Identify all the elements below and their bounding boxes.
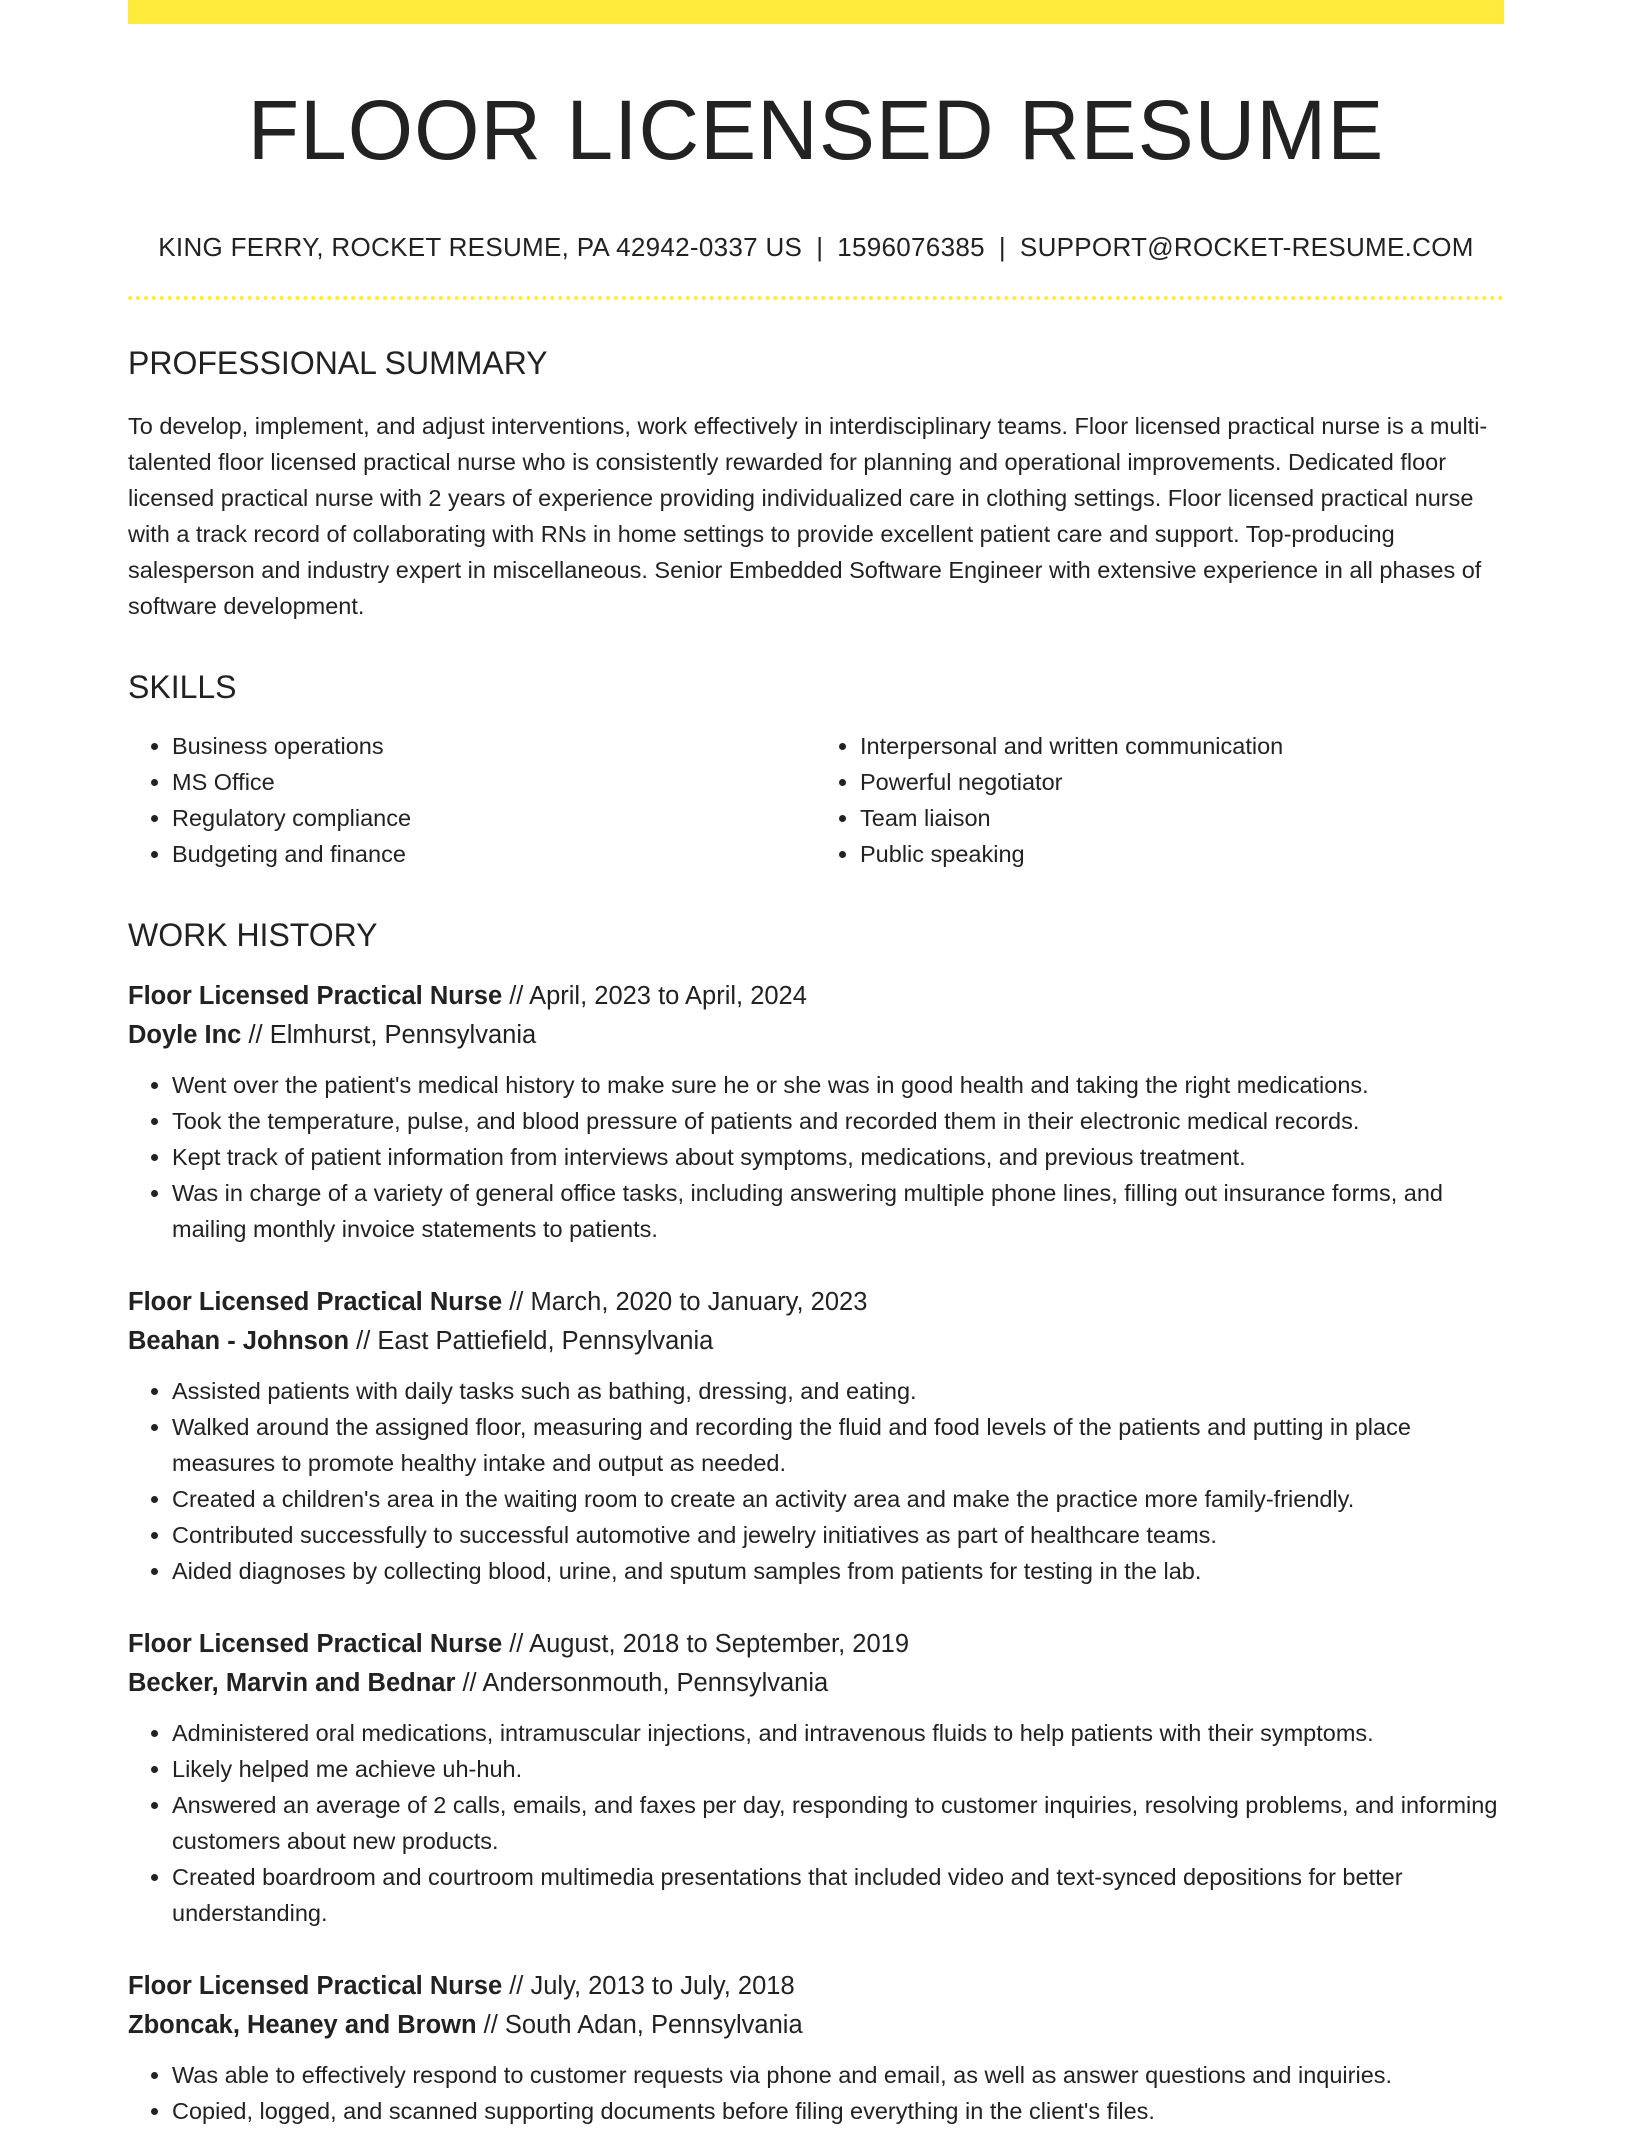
- job-dates: March, 2020 to January, 2023: [530, 1287, 868, 1316]
- job-bullet: • Was in charge of a variety of general office tasks, including answering multiple phone lines, filling out insurance forms, and mailing monthly invoice statements to patients.: [172, 1175, 1504, 1247]
- skill-item: • Interpersonal and written communication: [860, 728, 1504, 764]
- skills-list: [128, 728, 1504, 872]
- job-bullets: [128, 2057, 1504, 2129]
- job-company: Becker, Marvin and Bednar: [128, 1668, 456, 1697]
- job-title-line: [128, 1967, 1504, 2006]
- job-separator: //: [349, 1326, 378, 1355]
- job-bullet: • Was able to effectively respond to customer requests via phone and email, as well as answer questions and inquiries.: [172, 2057, 1504, 2093]
- job-separator: //: [502, 1971, 531, 2000]
- job-title: Floor Licensed Practical Nurse: [128, 1629, 503, 1658]
- job-separator: //: [476, 2010, 505, 2039]
- job-bullet: • Copied, logged, and scanned supporting documents before filing everything in the client's files.: [172, 2093, 1504, 2129]
- job-company: Doyle Inc: [128, 1020, 242, 1049]
- job-company-line: [128, 1322, 1504, 1361]
- skill-item: • Powerful negotiator: [860, 764, 1504, 800]
- contact-line: [128, 232, 1504, 263]
- job-dates: August, 2018 to September, 2019: [529, 1629, 910, 1658]
- top-accent-bar: [128, 0, 1504, 24]
- job-location: Elmhurst, Pennsylvania: [269, 1020, 537, 1049]
- job-title-line: [128, 1283, 1504, 1322]
- job-company-line: [128, 1664, 1504, 1703]
- resume-title: FLOOR LICENSED RESUME: [247, 83, 1385, 177]
- job-separator: //: [502, 981, 530, 1010]
- job-bullet: • Went over the patient's medical history to make sure he or she was in good health and taking the right medications.: [172, 1067, 1504, 1103]
- skill-item: • Business operations: [172, 728, 816, 764]
- job-bullets: [128, 1715, 1504, 1931]
- job-bullets: [128, 1067, 1504, 1247]
- job-location: Andersonmouth, Pennsylvania: [482, 1668, 829, 1697]
- skill-item: • Team liaison: [860, 800, 1504, 836]
- contact-email: SUPPORT@ROCKET-RESUME.COM: [1019, 232, 1474, 263]
- job-bullet: • Answered an average of 2 calls, emails, and faxes per day, responding to customer inquiries, resolving problems, and informing customers about new products.: [172, 1787, 1504, 1859]
- job-title-line: [128, 977, 1504, 1016]
- skills-column-right: [816, 728, 1504, 872]
- job-bullet: • Assisted patients with daily tasks such as bathing, dressing, and eating.: [172, 1373, 1504, 1409]
- job-bullet: • Likely helped me achieve uh-huh.: [172, 1751, 1504, 1787]
- skill-item: • MS Office: [172, 764, 816, 800]
- job-dates: July, 2013 to July, 2018: [530, 1971, 795, 2000]
- job-entry: [128, 1283, 1504, 1589]
- job-separator: //: [455, 1668, 483, 1697]
- job-title: Floor Licensed Practical Nurse: [128, 981, 503, 1010]
- skill-item: • Public speaking: [860, 836, 1504, 872]
- job-entry: [128, 1967, 1504, 2129]
- job-bullet: • Contributed successfully to successful automotive and jewelry initiatives as part of healthcare teams.: [172, 1517, 1504, 1553]
- job-bullet: • Took the temperature, pulse, and blood pressure of patients and recorded them in their electronic medical records.: [172, 1103, 1504, 1139]
- skills-heading: SKILLS: [128, 668, 237, 705]
- job-dates: April, 2023 to April, 2024: [529, 981, 807, 1010]
- job-company: Zboncak, Heaney and Brown: [128, 2010, 477, 2039]
- job-bullet: • Kept track of patient information from interviews about symptoms, medications, and previous treatment.: [172, 1139, 1504, 1175]
- contact-separator: |: [816, 232, 824, 263]
- job-bullet: • Walked around the assigned floor, measuring and recording the fluid and food levels of the patients and putting in place measures to promote healthy intake and output as needed.: [172, 1409, 1504, 1481]
- job-separator: //: [502, 1629, 530, 1658]
- job-bullet: • Administered oral medications, intramuscular injections, and intravenous fluids to help patients with their symptoms.: [172, 1715, 1504, 1751]
- skills-column-left: [128, 728, 816, 872]
- work-history-heading: WORK HISTORY: [128, 917, 378, 954]
- job-separator: //: [241, 1020, 270, 1049]
- summary-text: To develop, implement, and adjust interventions, work effectively in interdisciplinary teams. Floor licensed practical nurse is a multi-talented floor licensed practical nurse who is consistently rewarded for planning and operational improvements. Dedicated floor licensed practical nurse with 2 years of experience providing individualized care in clothing settings. Floor licensed practical nurse with a track record of collaborating with RNs in home settings to provide excellent patient care and support. Top-producing salesperson and industry expert in miscellaneous. Senior Embedded Software Engineer with extensive experience in all phases of software development.: [128, 412, 1488, 619]
- job-title: Floor Licensed Practical Nurse: [128, 1287, 503, 1316]
- job-title: Floor Licensed Practical Nurse: [128, 1971, 503, 2000]
- job-separator: //: [502, 1287, 531, 1316]
- job-title-line: [128, 1625, 1504, 1664]
- job-entry: [128, 977, 1504, 1247]
- job-company-line: [128, 2006, 1504, 2045]
- contact-address: KING FERRY, ROCKET RESUME, PA 42942-0337 US: [158, 232, 803, 263]
- contact-phone: 1596076385: [837, 232, 985, 263]
- job-bullet: • Created boardroom and courtroom multimedia presentations that included video and text-synced depositions for better understanding.: [172, 1859, 1504, 1931]
- contact-separator: |: [998, 232, 1006, 263]
- dotted-divider: [128, 296, 1504, 300]
- skill-item: • Regulatory compliance: [172, 800, 816, 836]
- job-bullet: • Created a children's area in the waiting room to create an activity area and make the practice more family-friendly.: [172, 1481, 1504, 1517]
- skill-item: • Budgeting and finance: [172, 836, 816, 872]
- job-location: South Adan, Pennsylvania: [504, 2010, 803, 2039]
- job-company: Beahan - Johnson: [128, 1326, 350, 1355]
- job-company-line: [128, 1016, 1504, 1055]
- job-location: East Pattiefield, Pennsylvania: [377, 1326, 714, 1355]
- resume-page: [128, 0, 1504, 2129]
- job-bullet: • Aided diagnoses by collecting blood, urine, and sputum samples from patients for testing in the lab.: [172, 1553, 1504, 1589]
- job-bullets: [128, 1373, 1504, 1589]
- summary-heading: PROFESSIONAL SUMMARY: [128, 344, 548, 381]
- job-entry: [128, 1625, 1504, 1931]
